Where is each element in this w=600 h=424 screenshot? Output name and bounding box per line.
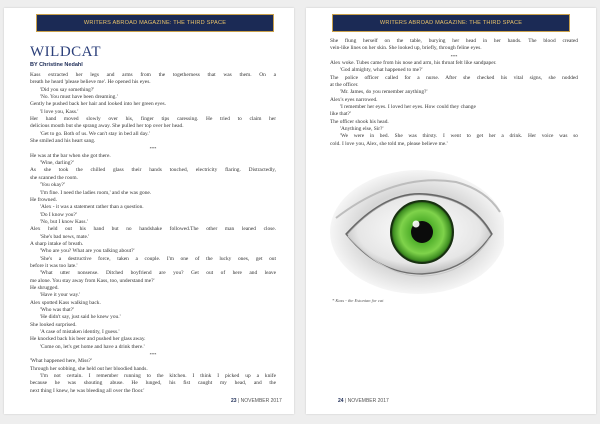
text-line: 'We were in bed. She was thirsty. I went to get her a drink. Her voice was so — [340, 133, 578, 140]
text-line: 'No, but I know Kass.' — [40, 218, 88, 225]
text-line: He was at the bar when she got there. — [30, 152, 111, 159]
text-line: 'Come on, let's get home and have a drink there.' — [40, 343, 145, 350]
text-line: 'Do I know you?' — [40, 211, 77, 218]
text-line: cold. I love you, Alex, she told me, please believe me.' — [330, 140, 448, 147]
text-line: She smiled and his heart sang. — [30, 138, 96, 145]
text-line: 'Mr. James, do you remember anything?' — [340, 89, 428, 96]
magazine-banner: WRITERS ABROAD MAGAZINE: THE THIRD SPACE — [332, 14, 570, 32]
text-line: 'I'm not certain. I remember running to the kitchen. I think I picked up a knife — [40, 373, 276, 380]
text-line: delicious mouth but she sprang away. She pulled her top over her head. — [30, 123, 184, 130]
section-separator: *** — [149, 146, 157, 152]
text-line: next thing I knew, he was bleeding all over the floor.' — [30, 387, 145, 394]
text-line: 'I'm fine. I need the ladies room,' and she was gone. — [40, 189, 152, 196]
page-footer — [231, 398, 282, 404]
text-line: 'She's bad news, mate.' — [40, 233, 90, 240]
text-line: 'You okay?' — [40, 182, 65, 189]
magazine-banner: WRITERS ABROAD MAGAZINE: THE THIRD SPACE — [36, 14, 274, 32]
text-line: 'He didn't say, just said he knew you.' — [40, 314, 121, 321]
page-number: 23 — [231, 398, 237, 404]
text-line: He knocked back his beer and pushed her glass away. — [30, 336, 146, 343]
text-line: He shrugged. — [30, 284, 59, 291]
text-line: 'What happened here, Miss?' — [30, 358, 92, 365]
story-title: WILDCAT — [30, 44, 101, 60]
text-line: Kass extracted her legs and arms from the togetherness that was them. On a — [30, 72, 276, 78]
text-line: 'No. You must have been dreaming.' — [40, 94, 118, 101]
text-line: 'Have it your way.' — [40, 292, 81, 299]
text-line: 'Alex - it was a statement rather than a question. — [40, 204, 144, 211]
text-line: As she took the chilled glass their hands touched, electricity flaring. Distractedly, — [30, 167, 276, 174]
text-line: Alex spotted Kass walking back. — [30, 299, 101, 306]
page-right — [306, 8, 596, 414]
text-line: like that?' — [330, 111, 351, 118]
story-body-right — [330, 38, 578, 148]
text-line: Alex's eyes narrowed. — [330, 96, 378, 103]
section-separator: *** — [149, 352, 157, 358]
text-line: She looked surprised. — [30, 321, 77, 328]
issue-date: | NOVEMBER 2017 — [237, 398, 282, 404]
text-line: 'God almighty, what happened to me?' — [340, 67, 423, 74]
text-line: vein-like lines on her skin. She looked up, briefly, through feline eyes. — [330, 45, 482, 52]
text-line: 'What utter nonsense. Ditched boyfriend are you? Get out of here and leave — [40, 270, 276, 277]
issue-date: | NOVEMBER 2017 — [344, 398, 389, 404]
text-line: The police officer called for a nurse. After she checked his vital signs, she nodded — [330, 74, 578, 81]
text-line: because he was shouting abuse. He lunged, his fist caught my head, and the — [30, 380, 276, 387]
page-left — [4, 8, 294, 414]
byline: BY Christine Nedahl — [30, 62, 83, 68]
green-eye-image — [326, 168, 504, 296]
text-line: Alex woke. Tubes came from his nose and arm, his throat felt like sandpaper. — [330, 60, 497, 67]
text-line: Through her sobbing, she held out her bloodied hands. — [30, 365, 148, 372]
image-caption: * Kass - the Estonian for cat — [332, 298, 384, 303]
text-line: 'I love you, Kass.' — [40, 108, 79, 115]
text-line: 'Who was that?' — [40, 307, 74, 313]
text-line: A sharp intake of breath. — [30, 240, 84, 247]
text-line: He frowned. — [30, 196, 57, 203]
text-line: The officer shook his head. — [330, 118, 389, 125]
page-number: 24 — [338, 398, 344, 404]
text-line: me alone. You stay away from Kass, too, understand me?' — [30, 277, 155, 284]
text-line: 'Get to go. Both of us. We can't stay in bed all day.' — [40, 130, 150, 137]
text-line: 'Wine, darling?' — [40, 160, 74, 167]
page-footer — [338, 398, 389, 404]
text-line: 'She's a destructive force, taken a couple. I'm one of the lucky ones, get out — [40, 255, 276, 262]
text-line: 'I remember her eyes. I loved her eyes. How could they change — [340, 104, 476, 111]
story-body-left — [30, 72, 276, 395]
text-line: breath he heard 'please believe me'. He opened his eyes. — [30, 79, 151, 86]
section-separator: *** — [450, 53, 458, 59]
text-line: Gently he pushed back her hair and looked into her green eyes. — [30, 101, 166, 108]
text-line: Alex held out his hand but no handshake followed.The other man leaned close. — [30, 226, 276, 233]
text-line: Her hand moved slowly over his, finger tips caressing. He tried to claim her — [30, 116, 276, 123]
text-line: 'Who are you? What are you talking about?' — [40, 248, 135, 255]
text-line: She flung herself on the table, burying her head in her hands. The blood created — [330, 38, 578, 44]
text-line: 'Anything else, Sir?' — [340, 126, 384, 133]
text-line: 'Did you say something?' — [40, 86, 95, 93]
text-line: at the officer. — [330, 82, 359, 89]
text-line: she scanned the room. — [30, 174, 78, 181]
text-line: 'A case of mistaken identity, I guess.' — [40, 329, 120, 336]
text-line: before it was too late.' — [30, 262, 78, 269]
eye-illustration — [326, 168, 504, 296]
